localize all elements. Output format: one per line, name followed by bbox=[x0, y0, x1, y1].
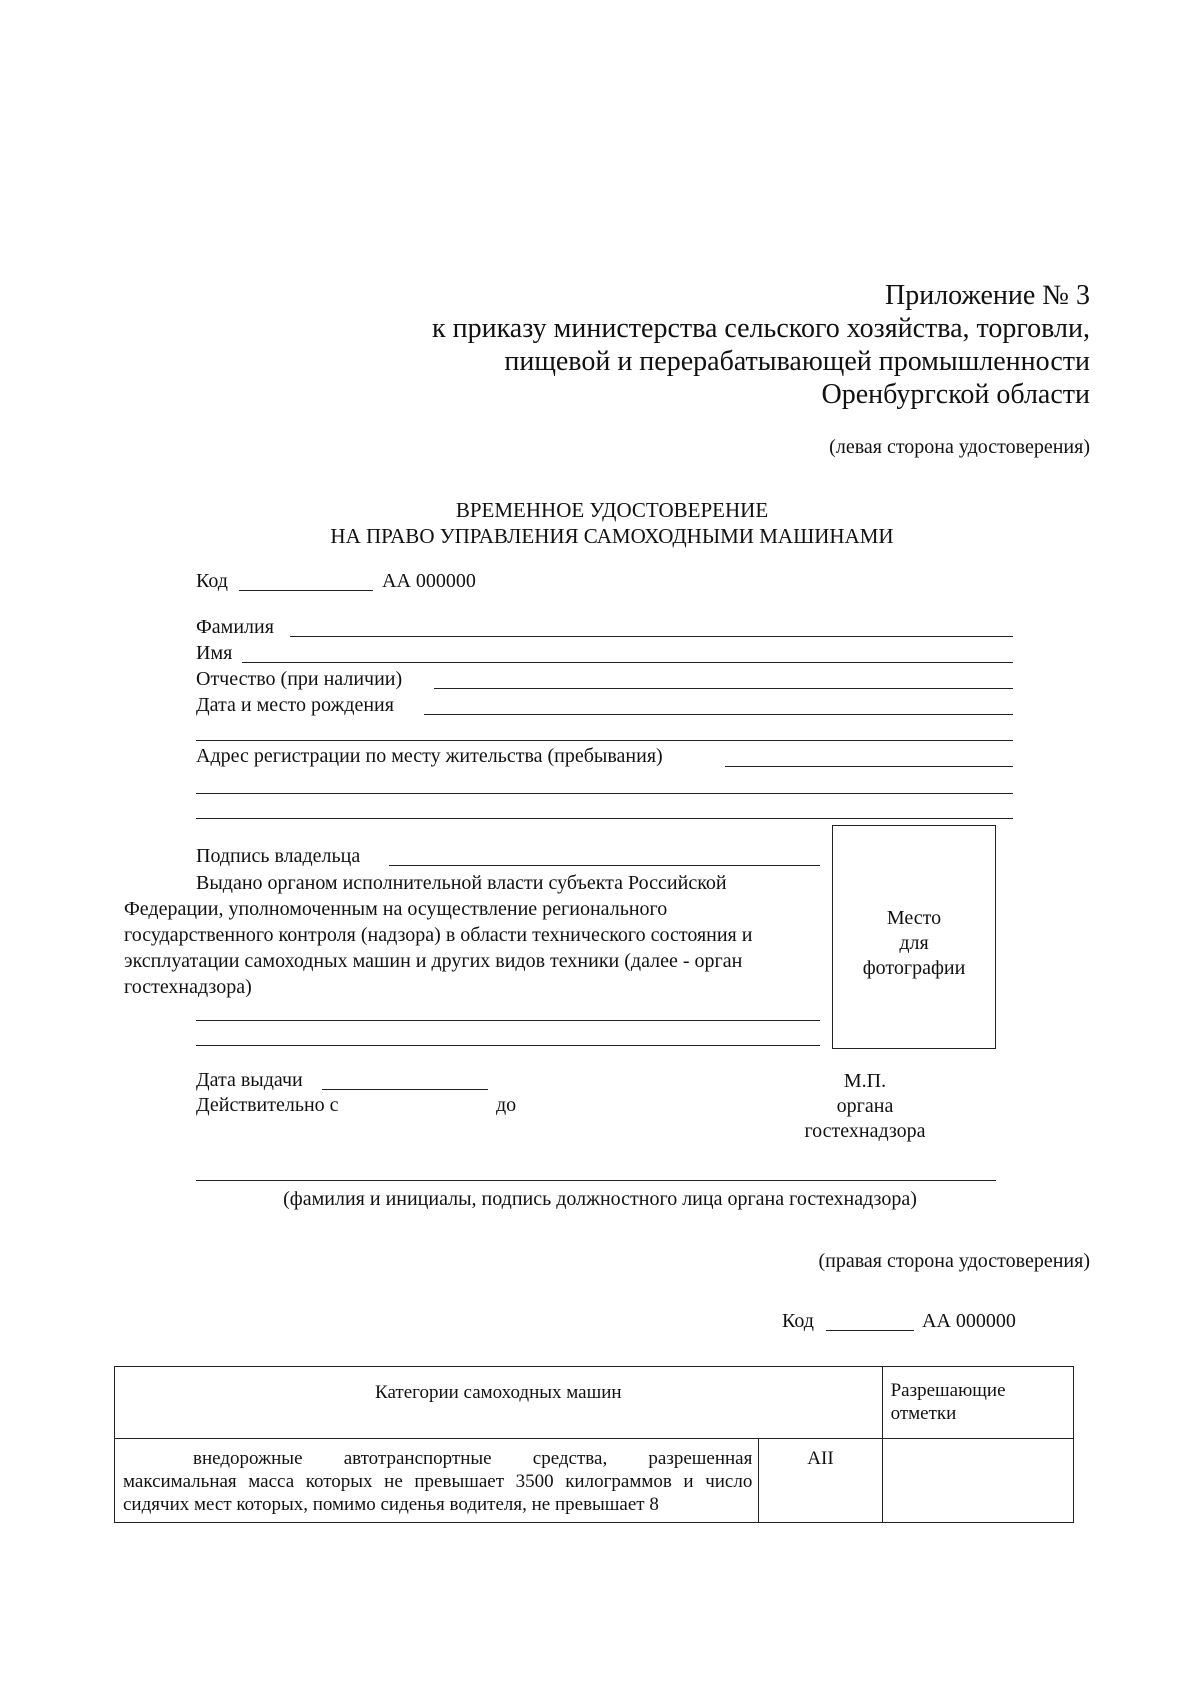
issued-by-line-2: Федерации, уполномоченным на осуществление регионального bbox=[124, 898, 668, 920]
address-label: Адрес регистрации по месту жительства (пребывания) bbox=[196, 745, 663, 767]
stamp-placeholder bbox=[780, 1069, 950, 1144]
photo-placeholder bbox=[832, 825, 996, 1049]
address-field-line-3[interactable] bbox=[196, 818, 1013, 819]
issued-by-line-1: Выдано органом исполнительной власти субъекта Российской bbox=[196, 872, 727, 894]
code-number: АА 000000 bbox=[382, 570, 476, 592]
valid-to-label: до bbox=[496, 1094, 517, 1116]
address-field-line-2[interactable] bbox=[196, 793, 1013, 794]
code-field-right[interactable] bbox=[826, 1330, 914, 1331]
issued-by-line-5: гостехнадзора) bbox=[124, 976, 252, 998]
patronymic-field[interactable] bbox=[434, 688, 1013, 689]
photo-caption-line-2: для bbox=[899, 932, 929, 954]
title-line-2: НА ПРАВО УПРАВЛЕНИЯ САМОХОДНЫМИ МАШИНАМИ bbox=[330, 524, 894, 548]
birth-field[interactable] bbox=[424, 714, 1013, 715]
appendix-header bbox=[432, 279, 1090, 411]
stamp-line-3: гостехнадзора bbox=[804, 1120, 926, 1142]
categories-table bbox=[114, 1366, 1074, 1523]
issue-date-field[interactable] bbox=[322, 1089, 488, 1090]
issued-by-line-4: эксплуатации самоходных машин и других видов техники (далее - орган bbox=[124, 950, 743, 972]
appendix-order-line-1: к приказу министерства сельского хозяйства, торговли, bbox=[432, 313, 1090, 344]
photo-caption bbox=[833, 906, 995, 981]
header-categories: Категории самоходных машин bbox=[115, 1367, 883, 1439]
owner-signature-label: Подпись владельца bbox=[196, 845, 361, 867]
issuing-authority-field[interactable] bbox=[196, 1020, 820, 1021]
photo-caption-line-1: Место bbox=[886, 907, 942, 929]
code-field[interactable] bbox=[239, 590, 373, 591]
name-label: Имя bbox=[196, 642, 233, 664]
header-marks: Разрешающие отметки bbox=[882, 1367, 1073, 1439]
patronymic-label: Отчество (при наличии) bbox=[196, 668, 403, 690]
appendix-order-line-2: пищевой и перерабатывающей промышленности bbox=[504, 346, 1090, 377]
photo-caption-line-3: фотографии bbox=[862, 957, 966, 979]
title-line-1: ВРЕМЕННОЕ УДОСТОВЕРЕНИЕ bbox=[455, 498, 769, 522]
official-signature-field[interactable] bbox=[196, 1180, 996, 1181]
appendix-order-line-3: Оренбургской области bbox=[821, 379, 1090, 410]
issuing-authority-field-line-2[interactable] bbox=[196, 1045, 820, 1046]
surname-label: Фамилия bbox=[196, 616, 274, 638]
name-field[interactable] bbox=[242, 662, 1013, 663]
table-row bbox=[115, 1439, 1074, 1523]
issue-date-label: Дата выдачи bbox=[196, 1069, 303, 1091]
official-caption: (фамилия и инициалы, подпись должностного лица органа гостехнадзора) bbox=[283, 1188, 917, 1210]
left-side-note: (левая сторона удостоверения) bbox=[829, 436, 1090, 458]
owner-signature-field[interactable] bbox=[389, 865, 820, 866]
code-label: Код bbox=[196, 570, 228, 592]
right-side-note: (правая сторона удостоверения) bbox=[818, 1250, 1090, 1272]
category-description bbox=[115, 1439, 759, 1523]
table-header-row bbox=[115, 1367, 1074, 1439]
surname-field[interactable] bbox=[290, 636, 1013, 637]
category-marks[interactable] bbox=[882, 1439, 1073, 1523]
code-number-right: АА 000000 bbox=[922, 1310, 1016, 1332]
birth-field-continuation[interactable] bbox=[196, 740, 1013, 741]
address-field[interactable] bbox=[725, 766, 1013, 767]
stamp-line-1: М.П. bbox=[843, 1070, 887, 1092]
code-label-right: Код bbox=[782, 1310, 814, 1332]
category-code: AII bbox=[759, 1439, 882, 1523]
category-description-text: внедорожные автотранспортные средства, разрешенная максимальная масса которых не превышает 3500 килограммов и число сидячих мест которых, помимо сиденья водителя, не превышает 8 bbox=[123, 1448, 753, 1515]
stamp-line-2: органа bbox=[836, 1095, 894, 1117]
birth-label: Дата и место рождения bbox=[196, 694, 394, 716]
issued-by-line-3: государственного контроля (надзора) в области технического состояния и bbox=[124, 924, 753, 946]
valid-from-label: Действительно с bbox=[196, 1094, 339, 1116]
appendix-number: Приложение № 3 bbox=[885, 280, 1090, 311]
document-title bbox=[0, 497, 1200, 549]
